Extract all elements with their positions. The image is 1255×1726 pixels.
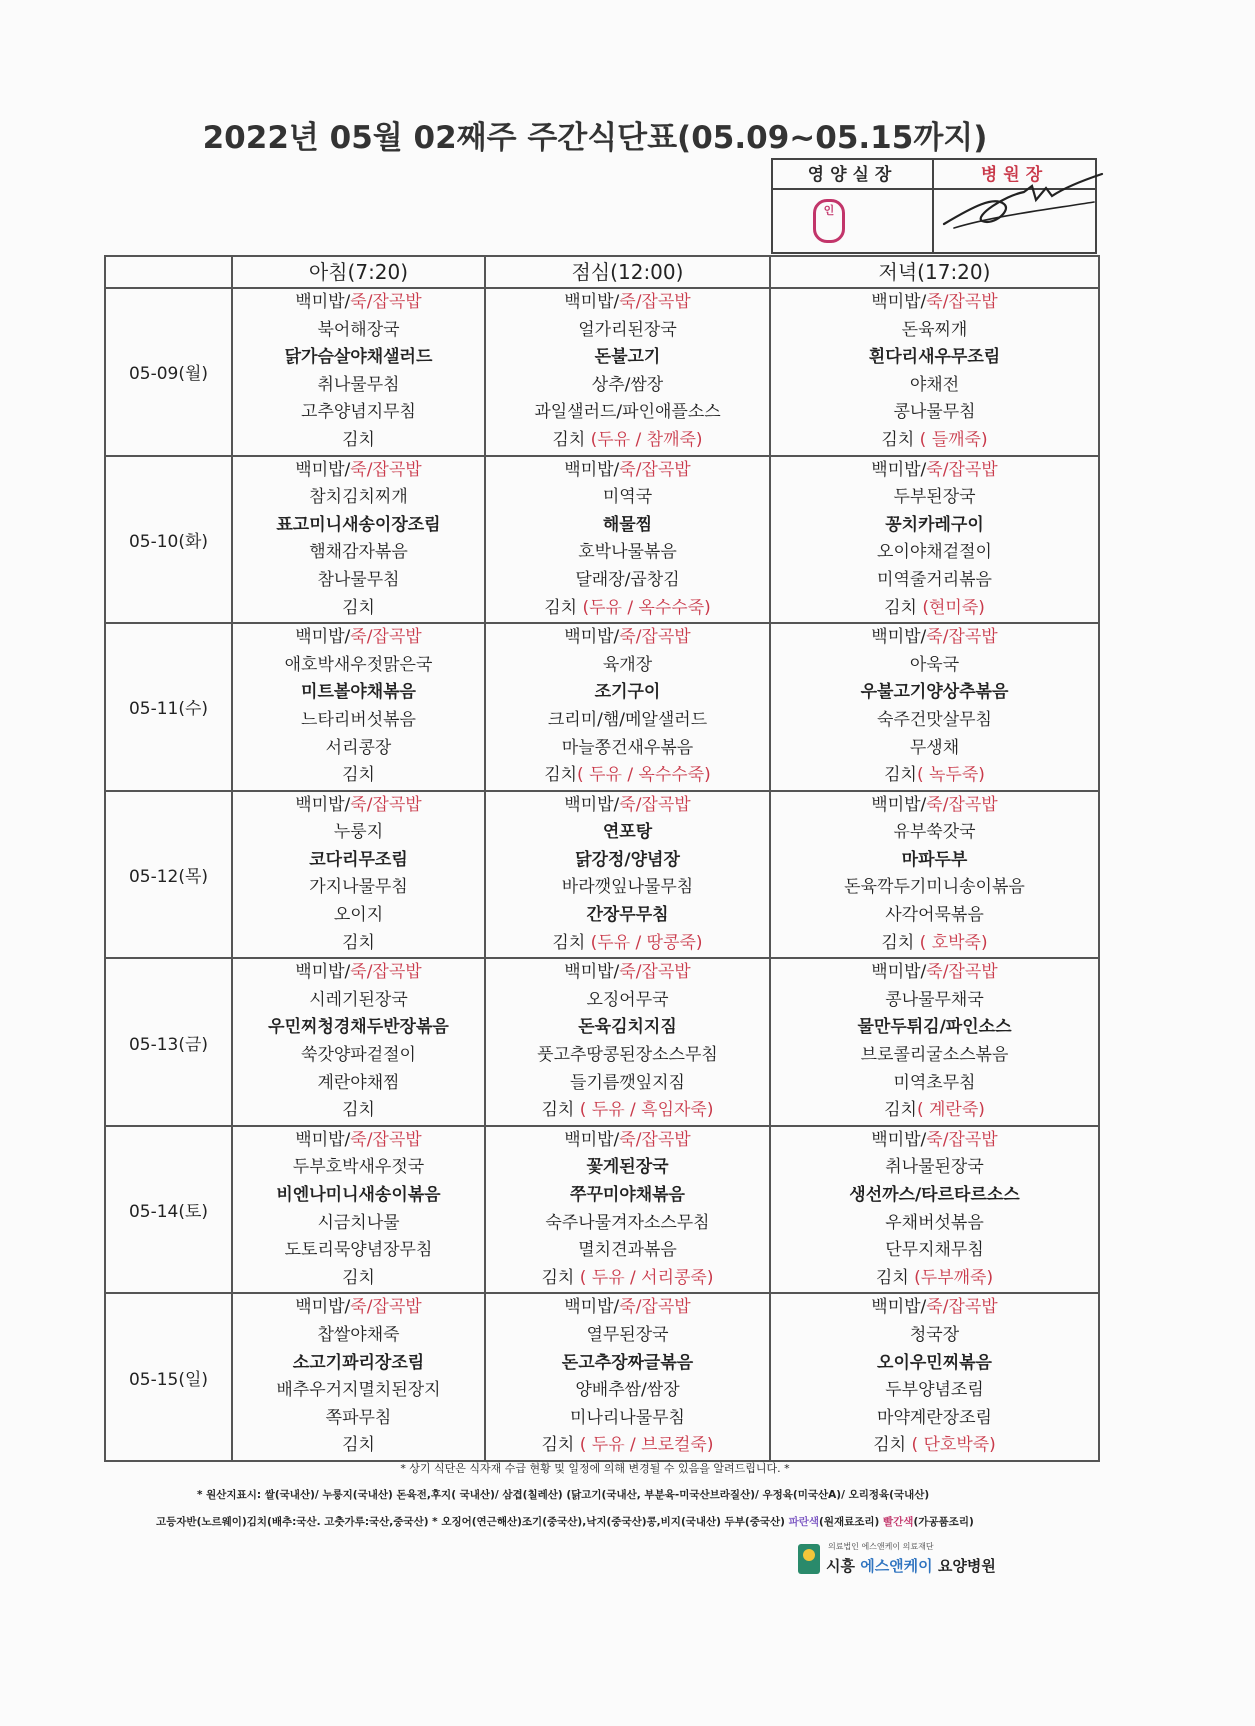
header-row: [105, 256, 1099, 288]
day-date: 05-11(수): [105, 623, 232, 791]
approval-box: [771, 158, 1097, 254]
menu-item: 브로콜리굴소스볶음: [860, 1045, 1009, 1066]
menu-item: 우불고기양상추볶음: [860, 682, 1009, 703]
menu-item: 김치 ( 호박죽): [881, 932, 988, 953]
menu-item: 느타리버섯볶음: [301, 709, 416, 730]
menu-item: 멸치견과볶음: [578, 1240, 677, 1261]
menu-item: 참치김치찌개: [309, 487, 408, 508]
day-date: 05-14(토): [105, 1126, 232, 1294]
menu-item: 김치 (두유 / 땅콩죽): [552, 932, 703, 953]
lunch-cell: [485, 791, 770, 959]
menu-item: 열무된장국: [586, 1324, 669, 1345]
menu-item: 무생채: [909, 737, 960, 758]
menu-item: 양배추쌈/쌈장: [575, 1380, 680, 1401]
day-row: [105, 1293, 1099, 1461]
menu-item: 풋고추땅콩된장소스무침: [537, 1045, 718, 1066]
menu-item: 김치: [342, 1100, 375, 1121]
menu-item: 김치 ( 두유 / 흑임자죽): [541, 1100, 714, 1121]
menu-item: 배추우거지멸치된장지: [276, 1380, 441, 1401]
menu-item: 김치( 계란죽): [884, 1100, 985, 1121]
legend-red: 빨간색: [883, 1516, 914, 1528]
menu-item: 꽁치카레구이: [885, 514, 984, 535]
director-sign-cell: [934, 190, 1095, 252]
menu-item: 취나물무침: [317, 374, 400, 395]
menu-item: 두부된장국: [893, 487, 976, 508]
day-row: [105, 1126, 1099, 1294]
nutrition-chief-label: 영양실장: [773, 160, 934, 190]
breakfast-cell: [232, 791, 485, 959]
menu-item: 돈불고기: [594, 347, 661, 368]
header-blank: [105, 256, 232, 288]
menu-item: 콩나물무침: [893, 402, 976, 423]
lunch-cell: [485, 456, 770, 624]
menu-item: 표고미니새송이장조림: [276, 514, 441, 535]
nutrition-chief-sign-cell: [773, 190, 934, 252]
menu-item: 해물찜: [602, 514, 653, 535]
menu-item: 김치( 두유 / 옥수수죽): [544, 765, 711, 786]
menu-item: 미트볼야채볶음: [301, 682, 416, 703]
menu-item: 숙주건맛살무침: [877, 709, 992, 730]
menu-item: 누룽지: [333, 822, 384, 843]
menu-item: 시금치나물: [317, 1212, 400, 1233]
menu-item: 콩나물무채국: [885, 989, 984, 1010]
director-label: 병원장: [934, 160, 1095, 190]
menu-item: 청국장: [909, 1324, 960, 1345]
menu-item: 햄채감자볶음: [309, 542, 408, 563]
menu-item: 두부양념조림: [885, 1380, 984, 1401]
menu-item: 미역줄거리볶음: [877, 569, 992, 590]
menu-item: 쭈꾸미야채볶음: [570, 1185, 685, 1205]
menu-item: 호박나물볶음: [578, 542, 677, 563]
day-date: 05-15(일): [105, 1293, 232, 1461]
lunch-cell: [485, 1126, 770, 1294]
day-date: 05-10(화): [105, 456, 232, 624]
menu-item: 백미밥/죽/잡곡밥: [564, 1297, 691, 1318]
menu-item: 백미밥/죽/잡곡밥: [564, 459, 691, 480]
menu-item: 오징어무국: [586, 989, 669, 1010]
signature-image: [934, 166, 1114, 236]
menu-item: 바라깻잎나물무침: [561, 877, 694, 898]
menu-item: 도토리묵양념장무침: [284, 1240, 433, 1261]
menu-item: 백미밥/죽/잡곡밥: [295, 627, 422, 648]
lunch-cell: [485, 288, 770, 456]
header-breakfast: 아침(7:20): [232, 256, 485, 288]
dinner-cell: [770, 623, 1099, 791]
menu-item: 돈육깍두기미니송이볶음: [844, 877, 1025, 898]
day-row: [105, 456, 1099, 624]
change-notice: * 상기 식단은 식자재 수급 현황 및 일정에 의해 변경될 수 있음을 알려드립니다. *: [400, 1462, 790, 1475]
day-date: 05-13(금): [105, 958, 232, 1126]
menu-item: 유부쑥갓국: [893, 822, 976, 843]
menu-item: 김치: [342, 765, 375, 786]
menu-item: 백미밥/죽/잡곡밥: [871, 627, 998, 648]
breakfast-cell: [232, 456, 485, 624]
menu-item: 조기구이: [594, 682, 661, 703]
breakfast-cell: [232, 623, 485, 791]
dinner-cell: [770, 288, 1099, 456]
menu-item: 애호박새우젓맑은국: [284, 654, 433, 675]
menu-item: 물만두튀김/파인소스: [857, 1017, 1012, 1038]
day-row: [105, 958, 1099, 1126]
hospital-logo-icon: [798, 1544, 820, 1574]
menu-item: 김치 ( 두유 / 서리콩죽): [541, 1267, 714, 1288]
menu-item: 쑥갓양파겉절이: [301, 1045, 416, 1066]
menu-item: 김치 ( 들깨죽): [881, 429, 988, 450]
menu-item: 김치 (두부깨죽): [875, 1267, 994, 1288]
menu-item: 육개장: [602, 654, 653, 675]
weekly-menu-table: [104, 255, 1100, 1462]
menu-item: 사각어묵볶음: [885, 905, 984, 926]
breakfast-cell: [232, 958, 485, 1126]
menu-item: 상추/쌈장: [591, 374, 664, 395]
menu-item: 김치: [342, 1435, 375, 1456]
menu-item: 코다리무조림: [309, 849, 408, 870]
menu-item: 백미밥/죽/잡곡밥: [871, 1129, 998, 1150]
stamp-seal: 인: [813, 199, 845, 243]
menu-item: 참나물무침: [317, 569, 400, 590]
menu-item: 백미밥/죽/잡곡밥: [564, 962, 691, 983]
menu-item: 오이지: [333, 905, 384, 926]
menu-item: 가지나물무침: [309, 877, 408, 898]
menu-item: 미역국: [602, 487, 653, 508]
menu-item: 돈육김치지짐: [578, 1017, 677, 1038]
breakfast-cell: [232, 288, 485, 456]
day-row: [105, 623, 1099, 791]
menu-item: 백미밥/죽/잡곡밥: [871, 794, 998, 815]
menu-item: 단무지채무침: [885, 1240, 984, 1261]
menu-item: 야채전: [909, 374, 960, 395]
menu-item: 미나리나물무침: [570, 1407, 685, 1428]
menu-item: 두부호박새우젓국: [292, 1157, 425, 1178]
legend-blue: 파란색: [788, 1516, 820, 1528]
menu-item: 오이우민찌볶음: [877, 1352, 992, 1373]
menu-item: 김치 (현미죽): [884, 597, 985, 618]
logo-foundation: 의료법인 에스앤케이 의료재단: [828, 1542, 934, 1551]
dinner-cell: [770, 791, 1099, 959]
menu-item: 백미밥/죽/잡곡밥: [871, 459, 998, 480]
menu-item: 흰다리새우무조림: [868, 347, 1001, 368]
menu-item: 김치 ( 두유 / 브로컬죽): [541, 1435, 714, 1456]
menu-item: 김치 (두유 / 참깨죽): [552, 429, 703, 450]
menu-item: 백미밥/죽/잡곡밥: [871, 292, 998, 312]
menu-item: 간장무무침: [586, 905, 669, 926]
menu-item: 취나물된장국: [885, 1157, 984, 1178]
menu-item: 백미밥/죽/잡곡밥: [295, 1297, 422, 1318]
dinner-cell: [770, 1126, 1099, 1294]
breakfast-cell: [232, 1126, 485, 1294]
day-date: 05-09(월): [105, 288, 232, 456]
logo-name: 시흥 에스앤케이 요양병원: [826, 1556, 996, 1575]
header-dinner: 저녁(17:20): [770, 256, 1099, 288]
origin-line-2-text: 고등자반(노르웨이)김치(배추:국산. 고춧가루:국산,중국산) * 오징어(연근해산)조기(중국산),낙지(중국산)콩,비지(국내산) 두부(중국산): [156, 1516, 785, 1528]
menu-item: 과일샐러드/파인애플소스: [534, 402, 721, 423]
menu-item: 우민찌청경채두반장볶음: [268, 1017, 449, 1038]
menu-item: 백미밥/죽/잡곡밥: [871, 962, 998, 983]
menu-item: 크리미/햄/메알샐러드: [547, 709, 708, 730]
menu-item: 백미밥/죽/잡곡밥: [295, 962, 422, 983]
menu-item: 고추양념지무침: [301, 402, 416, 423]
menu-item: 백미밥/죽/잡곡밥: [295, 794, 422, 815]
legend-blue-text: (원재료조리): [819, 1516, 880, 1528]
menu-item: 소고기꽈리장조림: [292, 1352, 425, 1373]
menu-item: 비엔나미니새송이볶음: [276, 1185, 441, 1205]
menu-item: 오이야채겉절이: [877, 542, 992, 563]
menu-item: 얼가리된장국: [578, 319, 677, 340]
origin-line-1: * 원산지표시: 쌀(국내산)/ 누룽지(국내산) 돈육전,후지( 국내산)/ 삼겹(칠레산) (닭고기(국내산, 부분육-미국산브라질산)/ 우정육(미국산A)/ 오리정육(국내산): [197, 1489, 930, 1501]
menu-item: 우채버섯볶음: [885, 1212, 984, 1233]
menu-item: 시레기된장국: [309, 989, 408, 1010]
menu-item: 백미밥/죽/잡곡밥: [564, 292, 691, 312]
breakfast-cell: [232, 1293, 485, 1461]
menu-item: 숙주나물겨자소스무침: [545, 1212, 710, 1233]
menu-item: 김치 ( 단호박죽): [873, 1435, 996, 1456]
menu-item: 꽃게된장국: [586, 1157, 669, 1178]
menu-item: 백미밥/죽/잡곡밥: [564, 627, 691, 648]
menu-item: 달래장/곱창김: [575, 569, 680, 590]
menu-item: 백미밥/죽/잡곡밥: [295, 1129, 422, 1150]
menu-item: 김치: [342, 1267, 375, 1288]
menu-item: 김치: [342, 597, 375, 618]
menu-item: 돈고추장짜글볶음: [561, 1352, 694, 1373]
menu-item: 닭강정/양념장: [575, 849, 680, 870]
menu-item: 백미밥/죽/잡곡밥: [564, 794, 691, 815]
header-lunch: 점심(12:00): [485, 256, 770, 288]
dinner-cell: [770, 1293, 1099, 1461]
dinner-cell: [770, 958, 1099, 1126]
menu-item: 백미밥/죽/잡곡밥: [871, 1297, 998, 1318]
menu-item: 백미밥/죽/잡곡밥: [295, 459, 422, 480]
menu-item: 김치 (두유 / 옥수수죽): [544, 597, 711, 618]
day-row: [105, 791, 1099, 959]
menu-item: 아욱국: [909, 654, 960, 675]
origin-line-2: [156, 1514, 974, 1529]
menu-item: 쪽파무침: [325, 1407, 392, 1428]
menu-item: 백미밥/죽/잡곡밥: [295, 292, 422, 312]
menu-item: 백미밥/죽/잡곡밥: [564, 1129, 691, 1150]
menu-item: 마늘쫑건새우볶음: [561, 737, 694, 758]
dinner-cell: [770, 456, 1099, 624]
page-title: 2022년 05월 02째주 주간식단표(05.09~05.15까지): [202, 120, 988, 156]
day-row: [105, 288, 1099, 456]
menu-item: 찹쌀야채죽: [317, 1324, 400, 1345]
menu-item: 미역초무침: [893, 1072, 976, 1093]
menu-item: 닭가슴살야채샐러드: [284, 347, 433, 368]
menu-item: 김치: [342, 429, 375, 450]
lunch-cell: [485, 623, 770, 791]
menu-item: 생선까스/타르타르소스: [849, 1185, 1020, 1205]
hospital-logo: [798, 1541, 996, 1577]
menu-item: 연포탕: [602, 822, 653, 843]
menu-item: 김치( 녹두죽): [884, 765, 985, 786]
menu-item: 마약계란장조림: [877, 1407, 992, 1428]
menu-item: 계란야채찜: [317, 1072, 400, 1093]
lunch-cell: [485, 958, 770, 1126]
menu-item: 돈육찌개: [901, 319, 968, 340]
menu-item: 서리콩장: [325, 737, 392, 758]
menu-item: 마파두부: [901, 849, 968, 870]
day-date: 05-12(목): [105, 791, 232, 959]
menu-item: 김치: [342, 932, 375, 953]
menu-item: 북어해장국: [317, 319, 400, 340]
legend-red-text: (가공품조리): [913, 1516, 974, 1528]
menu-item: 들기름깻잎지짐: [570, 1072, 685, 1093]
lunch-cell: [485, 1293, 770, 1461]
